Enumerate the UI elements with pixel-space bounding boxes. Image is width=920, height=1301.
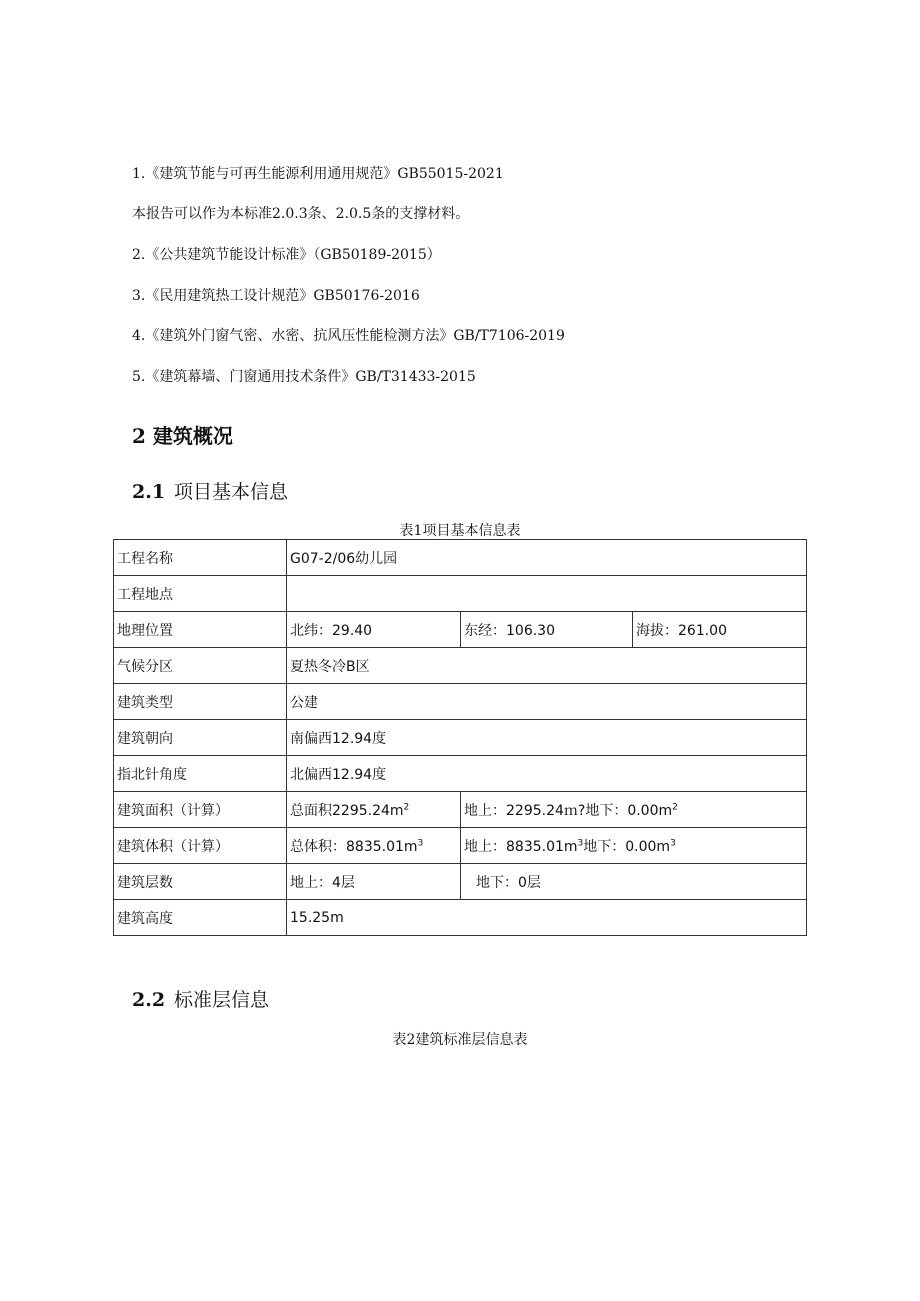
table-row bbox=[114, 900, 807, 936]
area-detail-value: 地上：2295.24ｍ?地下：$0.00m^2$ bbox=[461, 792, 807, 828]
latitude-value: 北纬：29.40 bbox=[287, 612, 461, 648]
section-2-1-title: 项目基本信息 bbox=[174, 481, 289, 503]
project-info-table bbox=[113, 539, 807, 936]
table-row bbox=[114, 864, 807, 900]
row-label: 建筑高度 bbox=[114, 900, 287, 936]
reference-5: 5.《建筑幕墙、门窗通用技术条件》GB/T31433-2015 bbox=[132, 369, 476, 385]
row-label: 气候分区 bbox=[114, 648, 287, 684]
orientation-value: 南偏西12.94度 bbox=[287, 720, 807, 756]
table-row bbox=[114, 612, 807, 648]
table-2-caption: 表2建筑标准层信息表 bbox=[392, 1032, 528, 1048]
table-row bbox=[114, 828, 807, 864]
reference-2: 2.《公共建筑节能设计标准》（GB50189-2015） bbox=[132, 247, 441, 263]
table-row bbox=[114, 648, 807, 684]
project-name-value: G07-2/06幼儿园 bbox=[287, 540, 807, 576]
row-label: 建筑层数 bbox=[114, 864, 287, 900]
reference-4: 4.《建筑外门窗气密、水密、抗风压性能检测方法》GB/T7106-2019 bbox=[132, 328, 565, 344]
row-label: 工程名称 bbox=[114, 540, 287, 576]
longitude-value: 东经：106.30 bbox=[461, 612, 633, 648]
building-height-value: 15.25m bbox=[287, 900, 807, 936]
project-location-value bbox=[287, 576, 807, 612]
building-type-value: 公建 bbox=[287, 684, 807, 720]
row-label: 建筑面积（计算） bbox=[114, 792, 287, 828]
section-2-1-heading bbox=[132, 477, 288, 504]
section-2-1-number: 2.1 bbox=[132, 481, 166, 503]
table-row bbox=[114, 576, 807, 612]
section-2-2-title: 标准层信息 bbox=[174, 989, 270, 1011]
total-volume-value: 总体积：$8835.01m^3$ bbox=[287, 828, 461, 864]
row-label: 建筑朝向 bbox=[114, 720, 287, 756]
section-2-2-heading bbox=[132, 985, 269, 1012]
total-area-value: 总面积$2295.24m^2$ bbox=[287, 792, 461, 828]
climate-zone-value: 夏热冬冷B区 bbox=[287, 648, 807, 684]
altitude-value: 海拔：261.00 bbox=[633, 612, 807, 648]
row-label: 地理位置 bbox=[114, 612, 287, 648]
table-row bbox=[114, 756, 807, 792]
reference-note: 本报告可以作为本标准2.0.3条、2.0.5条的支撑材料。 bbox=[132, 206, 470, 222]
table-row bbox=[114, 792, 807, 828]
north-angle-value: 北偏西12.94度 bbox=[287, 756, 807, 792]
floors-above-value: 地上：4层 bbox=[287, 864, 461, 900]
floors-below-value: 地下：0层 bbox=[461, 864, 807, 900]
reference-1: 1.《建筑节能与可再生能源利用通用规范》GB55015-2021 bbox=[132, 166, 504, 182]
table-row bbox=[114, 684, 807, 720]
section-2-heading: 2 建筑概况 bbox=[132, 424, 233, 448]
table-row bbox=[114, 540, 807, 576]
row-label: 工程地点 bbox=[114, 576, 287, 612]
row-label: 指北针角度 bbox=[114, 756, 287, 792]
volume-detail-value: 地上：$8835.01m^3$地下：$0.00m^3$ bbox=[461, 828, 807, 864]
row-label: 建筑类型 bbox=[114, 684, 287, 720]
row-label: 建筑体积（计算） bbox=[114, 828, 287, 864]
reference-3: 3.《民用建筑热工设计规范》GB50176-2016 bbox=[132, 288, 420, 304]
section-2-2-number: 2.2 bbox=[132, 989, 166, 1011]
table-row bbox=[114, 720, 807, 756]
table-1-caption: 表1项目基本信息表 bbox=[399, 523, 521, 539]
